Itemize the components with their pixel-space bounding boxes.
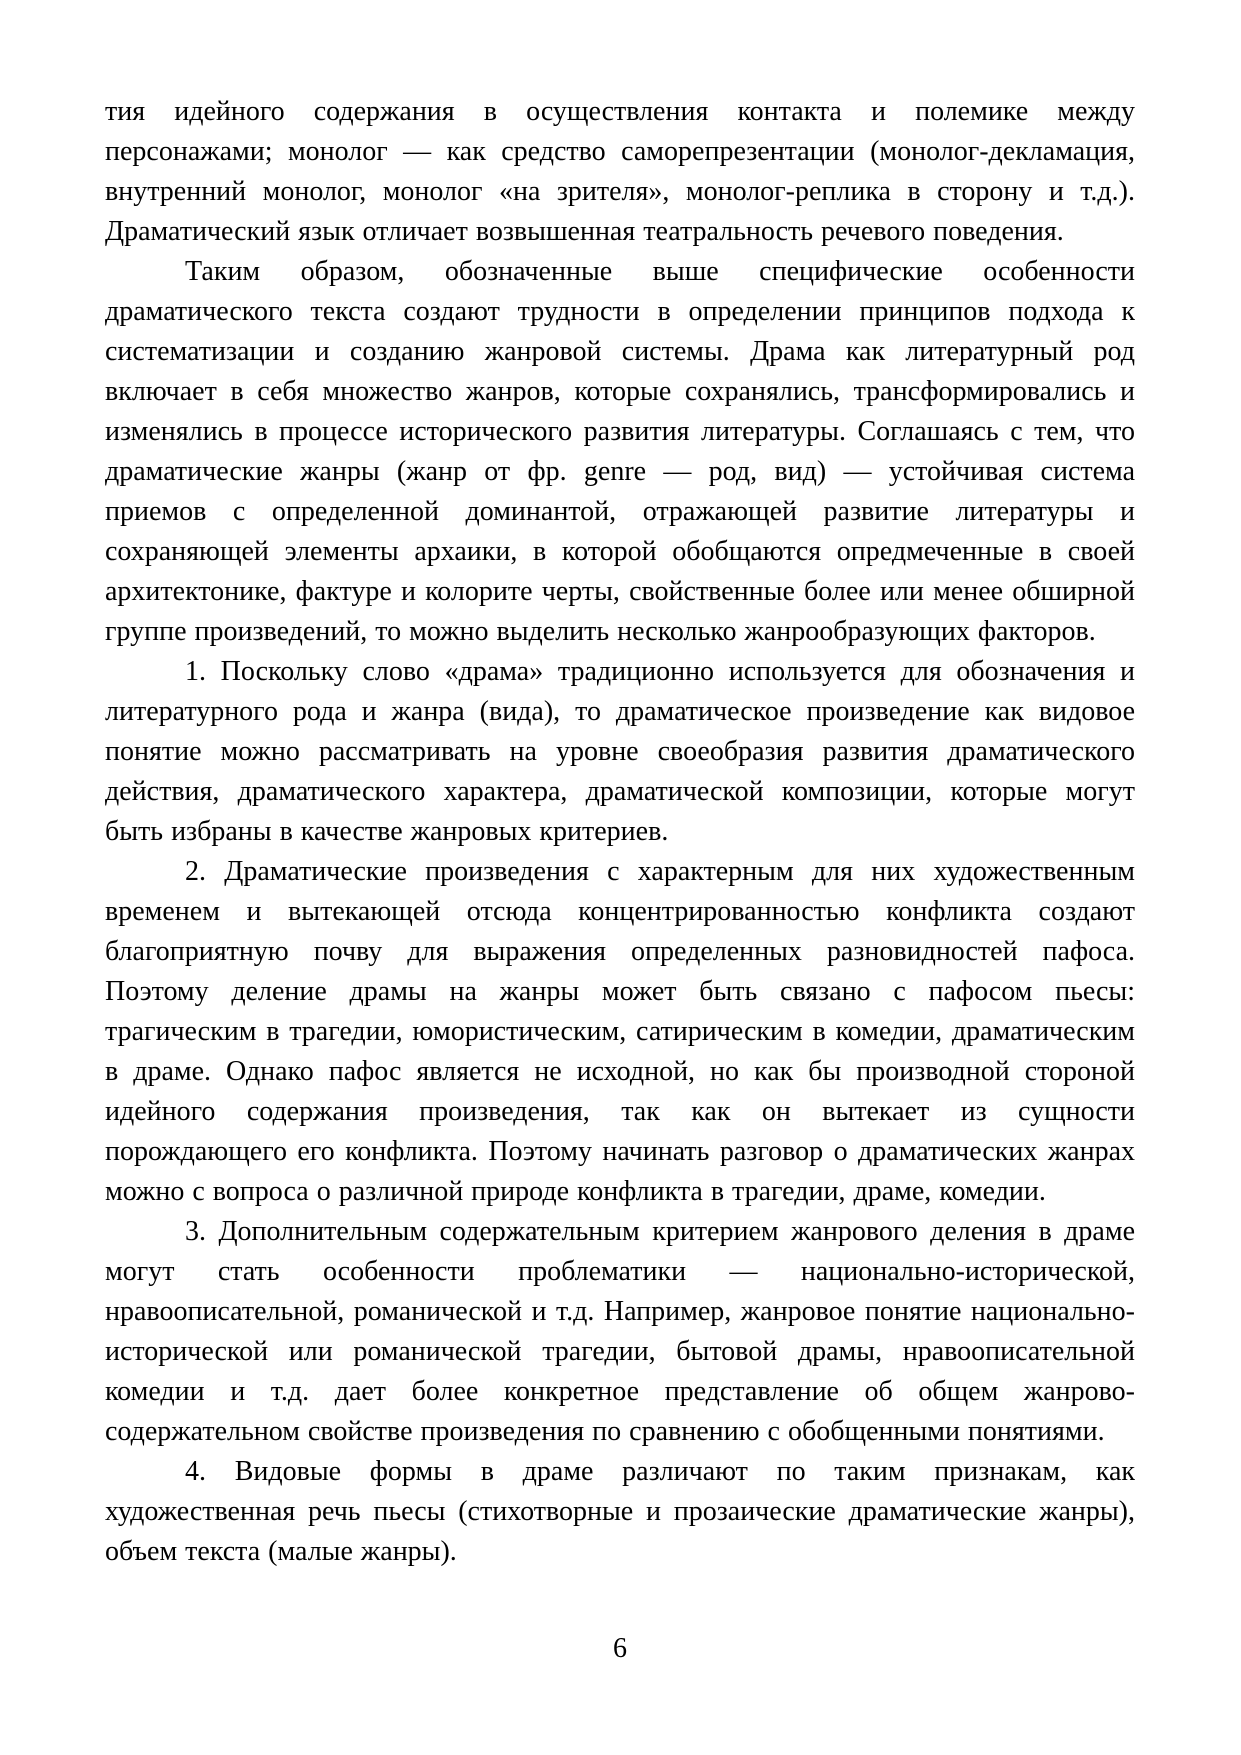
paragraph-point-1: 1. Поскольку слово «драма» традиционно используется для обозначения и литературного рода и жанра (вида), то драматическое произведение как видовое понятие можно рассматривать на уровне своеобразия развития драматического действия, драматического характера, драматической композиции, которые могут быть избраны в качестве жанровых критериев. bbox=[105, 656, 1135, 847]
paragraph-continuation: тия идейного содержания в осуществления контакта и полемике между персонажами; монолог — как средство саморепрезентации (монолог-декламация, внутренний монолог, монолог «на зрителя», монолог-реплика в сторону и т.д.). Драматический язык отличает возвышенная театральность речевого поведения. bbox=[105, 96, 1135, 247]
text-block bbox=[105, 92, 1135, 1572]
paragraph-point-2: 2. Драматические произведения с характерным для них художественным временем и вытекающей отсюда концентрированностью конфликта создают благоприятную почву для выражения определенных разновидностей пафоса. Поэтому деление драмы на жанры может быть связано с пафосом пьесы: трагическим в трагедии, юмористическим, сатирическим в комедии, драматическим в драме. Однако пафос является не исходной, но как бы производной стороной идейного содержания произведения, так как он вытекает из сущности порождающего его конфликта. Поэтому начинать разговор о драматических жанрах можно с вопроса о различной природе конфликта в трагедии, драме, комедии. bbox=[105, 856, 1135, 1207]
paragraph-point-3: 3. Дополнительным содержательным критерием жанрового деления в драме могут стать особенности проблематики — национально-исторической, нравоописательной, романической и т.д. Например, жанровое понятие национально-исторической или романической трагедии, бытовой драмы, нравоописательной комедии и т.д. дает более конкретное представление об общем жанрово-содержательном свойстве произведения по сравнению с обобщенными понятиями. bbox=[105, 1216, 1135, 1447]
page-number: 6 bbox=[613, 1633, 627, 1664]
paragraph-overview: Таким образом, обозначенные выше специфические особенности драматического текста создают трудности в определении принципов подхода к систематизации и созданию жанровой системы. Драма как литературный род включает в себя множество жанров, которые сохранялись, трансформировались и изменялись в процессе исторического развития литературы. Соглашаясь с тем, что драматические жанры (жанр от фр. genre — род, вид) — устойчивая система приемов с определенной доминантой, отражающей развитие литературы и сохраняющей элементы архаики, в которой обобщаются опредмеченные в своей архитектонике, фактуре и колорите черты, свойственные более или менее обширной группе произведений, то можно выделить несколько жанрообразующих факторов. bbox=[105, 256, 1135, 647]
paragraph-point-4: 4. Видовые формы в драме различают по таким признакам, как художественная речь пьесы (стихотворные и прозаические драматические жанры), объем текста (малые жанры). bbox=[105, 1456, 1135, 1567]
